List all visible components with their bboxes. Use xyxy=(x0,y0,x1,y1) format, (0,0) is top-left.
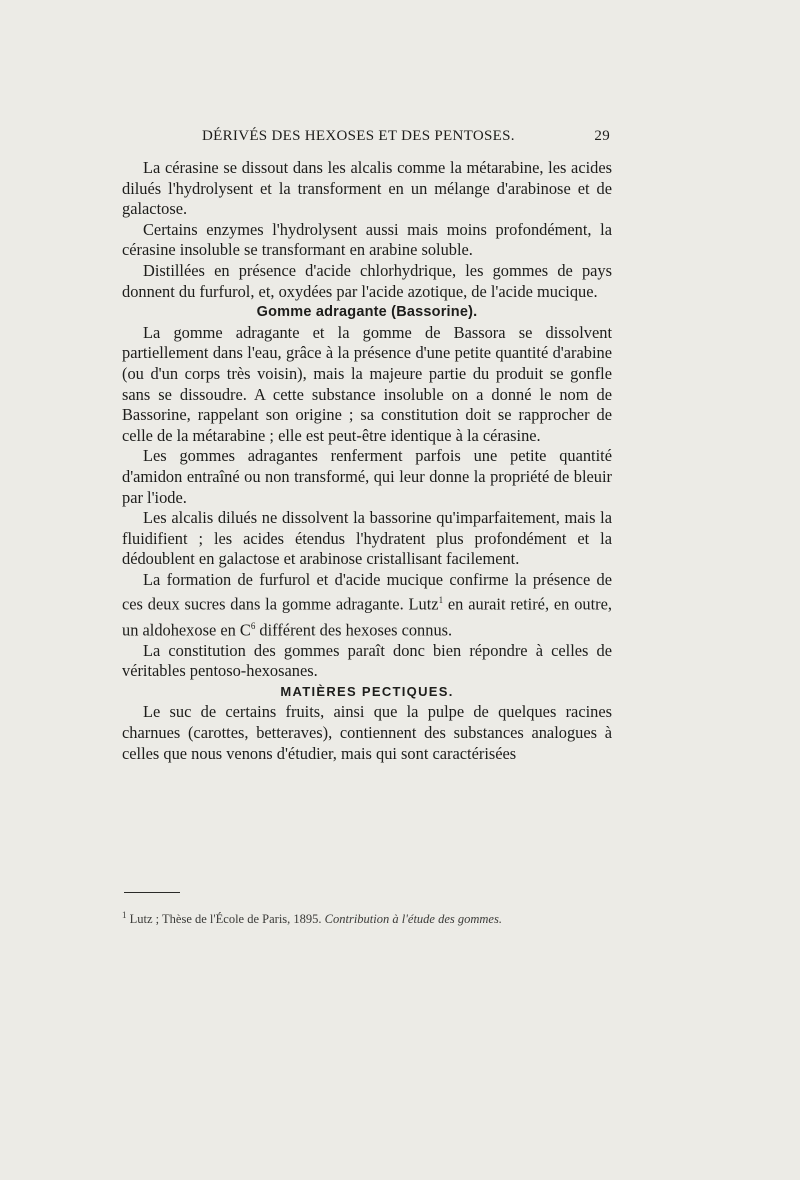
paragraph-furfurol-part2: en aurait retiré, en outre, un aldohexose en C xyxy=(122,594,612,639)
paragraph-furfurol-part1: La formation de furfurol et d'acide mucique confirme la présence de ces deux sucres dans la gomme adragante. Lutz xyxy=(122,569,612,614)
footnote-reference: 1 xyxy=(438,595,444,606)
paragraph-amidon: Les gommes adragantes renferment parfois une petite quantité d'amidon entraîné ou non transformé, qui leur donne la propriété de bleuir par l'iode. xyxy=(122,446,612,507)
footnote xyxy=(122,910,622,927)
section-heading-matieres-pectiques: MATIÈRES PECTIQUES. xyxy=(280,683,454,699)
footnote-title: Contribution à l'étude des gommes. xyxy=(324,912,502,927)
page-number: 29 xyxy=(594,128,610,144)
paragraph-enzymes: Certains enzymes l'hydrolysent aussi mais moins profondément, la cérasine insoluble se transformant en arabine soluble. xyxy=(122,219,612,260)
paragraph-alcalis: Les alcalis dilués ne dissolvent la bassorine qu'imparfaitement, mais la fluidifient ; les acides étendus l'hydratent plus profondément et la dédoublent en galactose et arabinose cristallisant facilement. xyxy=(122,508,612,569)
paragraph-bassora: La gomme adragante et la gomme de Bassora se dissolvent partiellement dans l'eau, grâce à la présence d'une petite quantité d'arabine (ou d'un corps très voisin), mais la majeure partie du produit se gonfle sans se dissoudre. A cette substance insoluble on a donné le nom de Bassorine, rappelant son origine ; sa constitution doit se rapprocher de celle de la métarabine ; elle est peut-être identique à la cérasine. xyxy=(122,322,612,445)
superscript-six: 6 xyxy=(250,620,256,631)
paragraph-suc-fruits: Le suc de certains fruits, ainsi que la pulpe de quelques racines charnues (carottes, betteraves), contiennent des substances analogues à celles que nous venons d'étudier, mais qui sont caractérisées xyxy=(122,702,612,763)
footnote-rule xyxy=(124,892,180,893)
running-head-title: DÉRIVÉS DES HEXOSES ET DES PENTOSES. xyxy=(202,128,515,144)
paragraph-furfurol xyxy=(122,570,612,641)
footnote-text: Lutz ; Thèse de l'École de Paris, 1895. xyxy=(126,912,325,927)
paragraph-furfurol-part3: différent des hexoses connus. xyxy=(255,620,453,639)
paragraph-cerasine: La cérasine se dissout dans les alcalis comme la métarabine, les acides dilués l'hydrolysent et la transforment en un mélange d'arabinose et de galactose. xyxy=(122,158,612,219)
paragraph-constitution: La constitution des gommes paraît donc bien répondre à celles de véritables pentoso-hexosanes. xyxy=(122,640,612,681)
section-heading-gomme-adragante: Gomme adragante (Bassorine). xyxy=(256,304,478,321)
footnote-marker: 1 xyxy=(122,910,127,920)
paragraph-distillees: Distillées en présence d'acide chlorhydrique, les gommes de pays donnent du furfurol, et, oxydées par l'acide azotique, de l'acide mucique. xyxy=(122,260,612,301)
body-text xyxy=(122,158,612,764)
